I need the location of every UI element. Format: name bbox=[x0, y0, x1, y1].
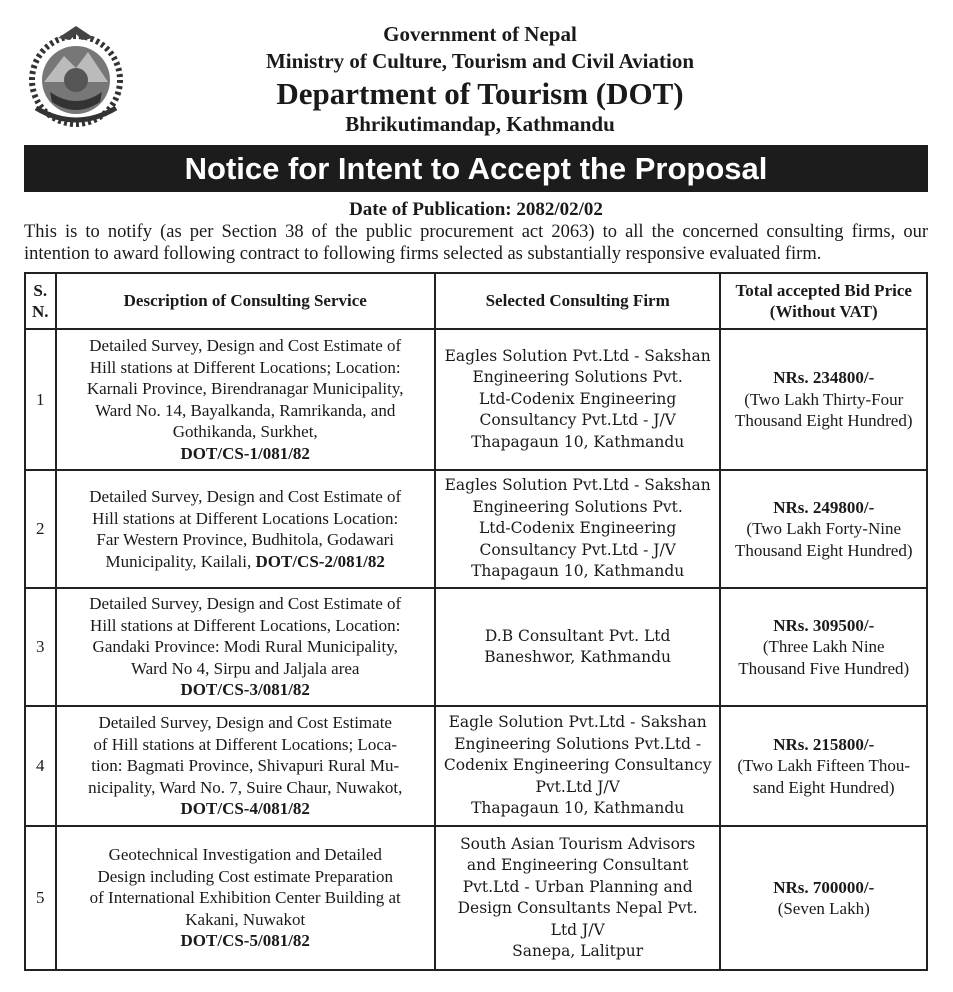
bid-amount: NRs. 309500/- bbox=[773, 615, 875, 635]
firm-line: Engineering Solutions Pvt. bbox=[472, 497, 683, 516]
amount-words-line: (Two Lakh Fifteen Thou- bbox=[737, 756, 911, 776]
desc-line: of International Exhibition Center Building at bbox=[89, 888, 401, 908]
firm-line: Pvt.Ltd - Urban Planning and bbox=[462, 877, 693, 896]
firm-line: and Engineering Consultant bbox=[466, 856, 689, 874]
firm-line: Thapagaun 10, Kathmandu bbox=[471, 562, 685, 581]
table-row bbox=[25, 470, 927, 588]
table-row bbox=[25, 706, 927, 826]
row-firm bbox=[435, 329, 721, 470]
desc-line: Gothikanda, Surkhet, bbox=[172, 422, 318, 441]
row-firm bbox=[435, 706, 721, 826]
contract-code: DOT/CS-1/081/82 bbox=[180, 443, 310, 463]
desc-line: Detailed Survey, Design and Cost Estimate of bbox=[89, 594, 402, 614]
contract-code: DOT/CS-2/081/82 bbox=[255, 551, 385, 571]
desc-line: Detailed Survey, Design and Cost Estimate of bbox=[89, 336, 402, 355]
row-description bbox=[56, 329, 435, 470]
firm-line: South Asian Tourism Advisors bbox=[460, 834, 696, 853]
desc-line: Karnali Province, Birendranagar Municipality, bbox=[86, 379, 404, 398]
department-location: Bhrikutimandap, Kathmandu bbox=[345, 112, 615, 136]
header-sn-line1: S. bbox=[33, 280, 48, 300]
publication-date: Date of Publication: 2082/02/02 bbox=[349, 199, 603, 220]
row-description bbox=[56, 588, 435, 706]
row-price bbox=[720, 470, 927, 588]
desc-line: Ward No. 14, Bayalkanda, Ramrikanda, and bbox=[95, 400, 396, 420]
row-price bbox=[720, 329, 927, 470]
firm-line: Engineering Solutions Pvt.Ltd - bbox=[454, 734, 702, 753]
desc-line: Geotechnical Investigation and Detailed bbox=[108, 845, 382, 865]
row-description bbox=[56, 470, 435, 588]
firm-line: Engineering Solutions Pvt. bbox=[472, 368, 683, 387]
row-sn: 5 bbox=[25, 826, 56, 970]
row-price bbox=[720, 588, 927, 706]
firm-line: Ltd-Codenix Engineering bbox=[478, 519, 677, 538]
row-firm bbox=[435, 826, 721, 970]
header-price bbox=[720, 273, 927, 329]
bid-amount: NRs. 234800/- bbox=[773, 368, 875, 388]
amount-words-line: (Three Lakh Nine bbox=[762, 637, 885, 657]
firm-line: Baneshwor, Kathmandu bbox=[484, 648, 672, 666]
desc-line: tion: Bagmati Province, Shivapuri Rural Mu- bbox=[91, 756, 400, 776]
desc-line: Hill stations at Different Locations, Location: bbox=[90, 615, 401, 635]
contract-code: DOT/CS-5/081/82 bbox=[180, 931, 310, 951]
nepal-emblem-icon bbox=[22, 22, 130, 130]
header-sn-line2: N. bbox=[32, 302, 49, 321]
row-price bbox=[720, 706, 927, 826]
row-price bbox=[720, 826, 927, 970]
table-row bbox=[25, 329, 927, 470]
row-firm bbox=[435, 588, 721, 706]
table-row bbox=[25, 826, 927, 970]
contract-code: DOT/CS-4/081/82 bbox=[180, 799, 310, 819]
desc-line: Municipality, Kailali, bbox=[105, 551, 252, 571]
amount-words-line: sand Eight Hundred) bbox=[752, 777, 895, 797]
amount-words-line: Thousand Eight Hundred) bbox=[734, 411, 913, 431]
firm-line: Thapagaun 10, Kathmandu bbox=[471, 432, 685, 451]
firm-line: Codenix Engineering Consultancy bbox=[443, 756, 712, 775]
firm-line: Ltd-Codenix Engineering bbox=[478, 389, 677, 408]
desc-line: nicipality, Ward No. 7, Suire Chaur, Nuwakot, bbox=[88, 777, 403, 797]
amount-words-line: (Two Lakh Forty-Nine bbox=[746, 519, 902, 539]
firm-line: Design Consultants Nepal Pvt. bbox=[457, 899, 698, 917]
header-price-line2: (Without VAT) bbox=[769, 302, 878, 321]
bid-amount: NRs. 215800/- bbox=[773, 734, 875, 754]
header-price-line1: Total accepted Bid Price bbox=[735, 280, 912, 300]
firm-line: Thapagaun 10, Kathmandu bbox=[471, 799, 685, 818]
desc-line: Detailed Survey, Design and Cost Estimate of bbox=[89, 487, 402, 506]
row-sn: 1 bbox=[25, 329, 56, 470]
bid-amount: NRs. 700000/- bbox=[773, 877, 875, 897]
desc-line: of Hill stations at Different Locations; Loca- bbox=[93, 734, 398, 754]
row-firm bbox=[435, 470, 721, 588]
firm-line: Pvt.Ltd J/V bbox=[535, 777, 620, 796]
desc-line: Gandaki Province: Modi Rural Municipality, bbox=[92, 637, 398, 657]
row-sn: 2 bbox=[25, 470, 56, 588]
ministry-name: Ministry of Culture, Tourism and Civil Aviation bbox=[265, 49, 695, 73]
award-table bbox=[24, 272, 928, 971]
bid-amount: NRs. 249800/- bbox=[773, 497, 875, 517]
desc-line: Hill stations at Different Locations; Location: bbox=[89, 357, 401, 377]
desc-line: Kakani, Nuwakot bbox=[185, 909, 306, 929]
desc-line: Detailed Survey, Design and Cost Estimate bbox=[98, 713, 392, 733]
firm-line: Ltd J/V bbox=[550, 920, 605, 939]
department-name: Department of Tourism (DOT) bbox=[276, 76, 684, 111]
intro-text: This is to notify (as per Section 38 of the public procurement act 2063) to all the concerned consulting firms, our intention to award following contract to following firms selected as substantially responsive evaluated firm. bbox=[24, 222, 928, 264]
firm-line: D.B Consultant Pvt. Ltd bbox=[484, 626, 671, 645]
firm-line: Sanepa, Lalitpur bbox=[512, 942, 644, 960]
header-description: Description of Consulting Service bbox=[56, 273, 435, 329]
table-header-row bbox=[25, 273, 927, 329]
firm-line: Consultancy Pvt.Ltd - J/V bbox=[479, 411, 676, 430]
desc-line: Far Western Province, Budhitola, Godawari bbox=[96, 530, 395, 549]
header-firm: Selected Consulting Firm bbox=[435, 273, 721, 329]
desc-line: Ward No 4, Sirpu and Jaljala area bbox=[130, 658, 360, 678]
desc-line: Hill stations at Different Locations Location: bbox=[92, 508, 399, 528]
row-description bbox=[56, 826, 435, 970]
notice-title: Notice for Intent to Accept the Proposal bbox=[24, 145, 928, 192]
table-row bbox=[25, 588, 927, 706]
firm-line: Eagles Solution Pvt.Ltd - Sakshan bbox=[444, 476, 711, 495]
amount-words-line: Thousand Five Hundred) bbox=[738, 658, 910, 678]
contract-code: DOT/CS-3/081/82 bbox=[180, 680, 310, 700]
firm-line: Eagles Solution Pvt.Ltd - Sakshan bbox=[444, 346, 711, 365]
row-sn: 3 bbox=[25, 588, 56, 706]
header-sn bbox=[25, 273, 56, 329]
firm-line: Consultancy Pvt.Ltd - J/V bbox=[479, 540, 676, 559]
firm-line: Eagle Solution Pvt.Ltd - Sakshan bbox=[448, 713, 707, 732]
desc-line: Design including Cost estimate Preparation bbox=[97, 866, 393, 886]
government-name: Government of Nepal bbox=[383, 22, 577, 46]
amount-words-line: (Seven Lakh) bbox=[777, 899, 870, 918]
row-description bbox=[56, 706, 435, 826]
amount-words-line: Thousand Eight Hundred) bbox=[734, 540, 913, 560]
amount-words-line: (Two Lakh Thirty-Four bbox=[744, 389, 904, 409]
row-sn: 4 bbox=[25, 706, 56, 826]
